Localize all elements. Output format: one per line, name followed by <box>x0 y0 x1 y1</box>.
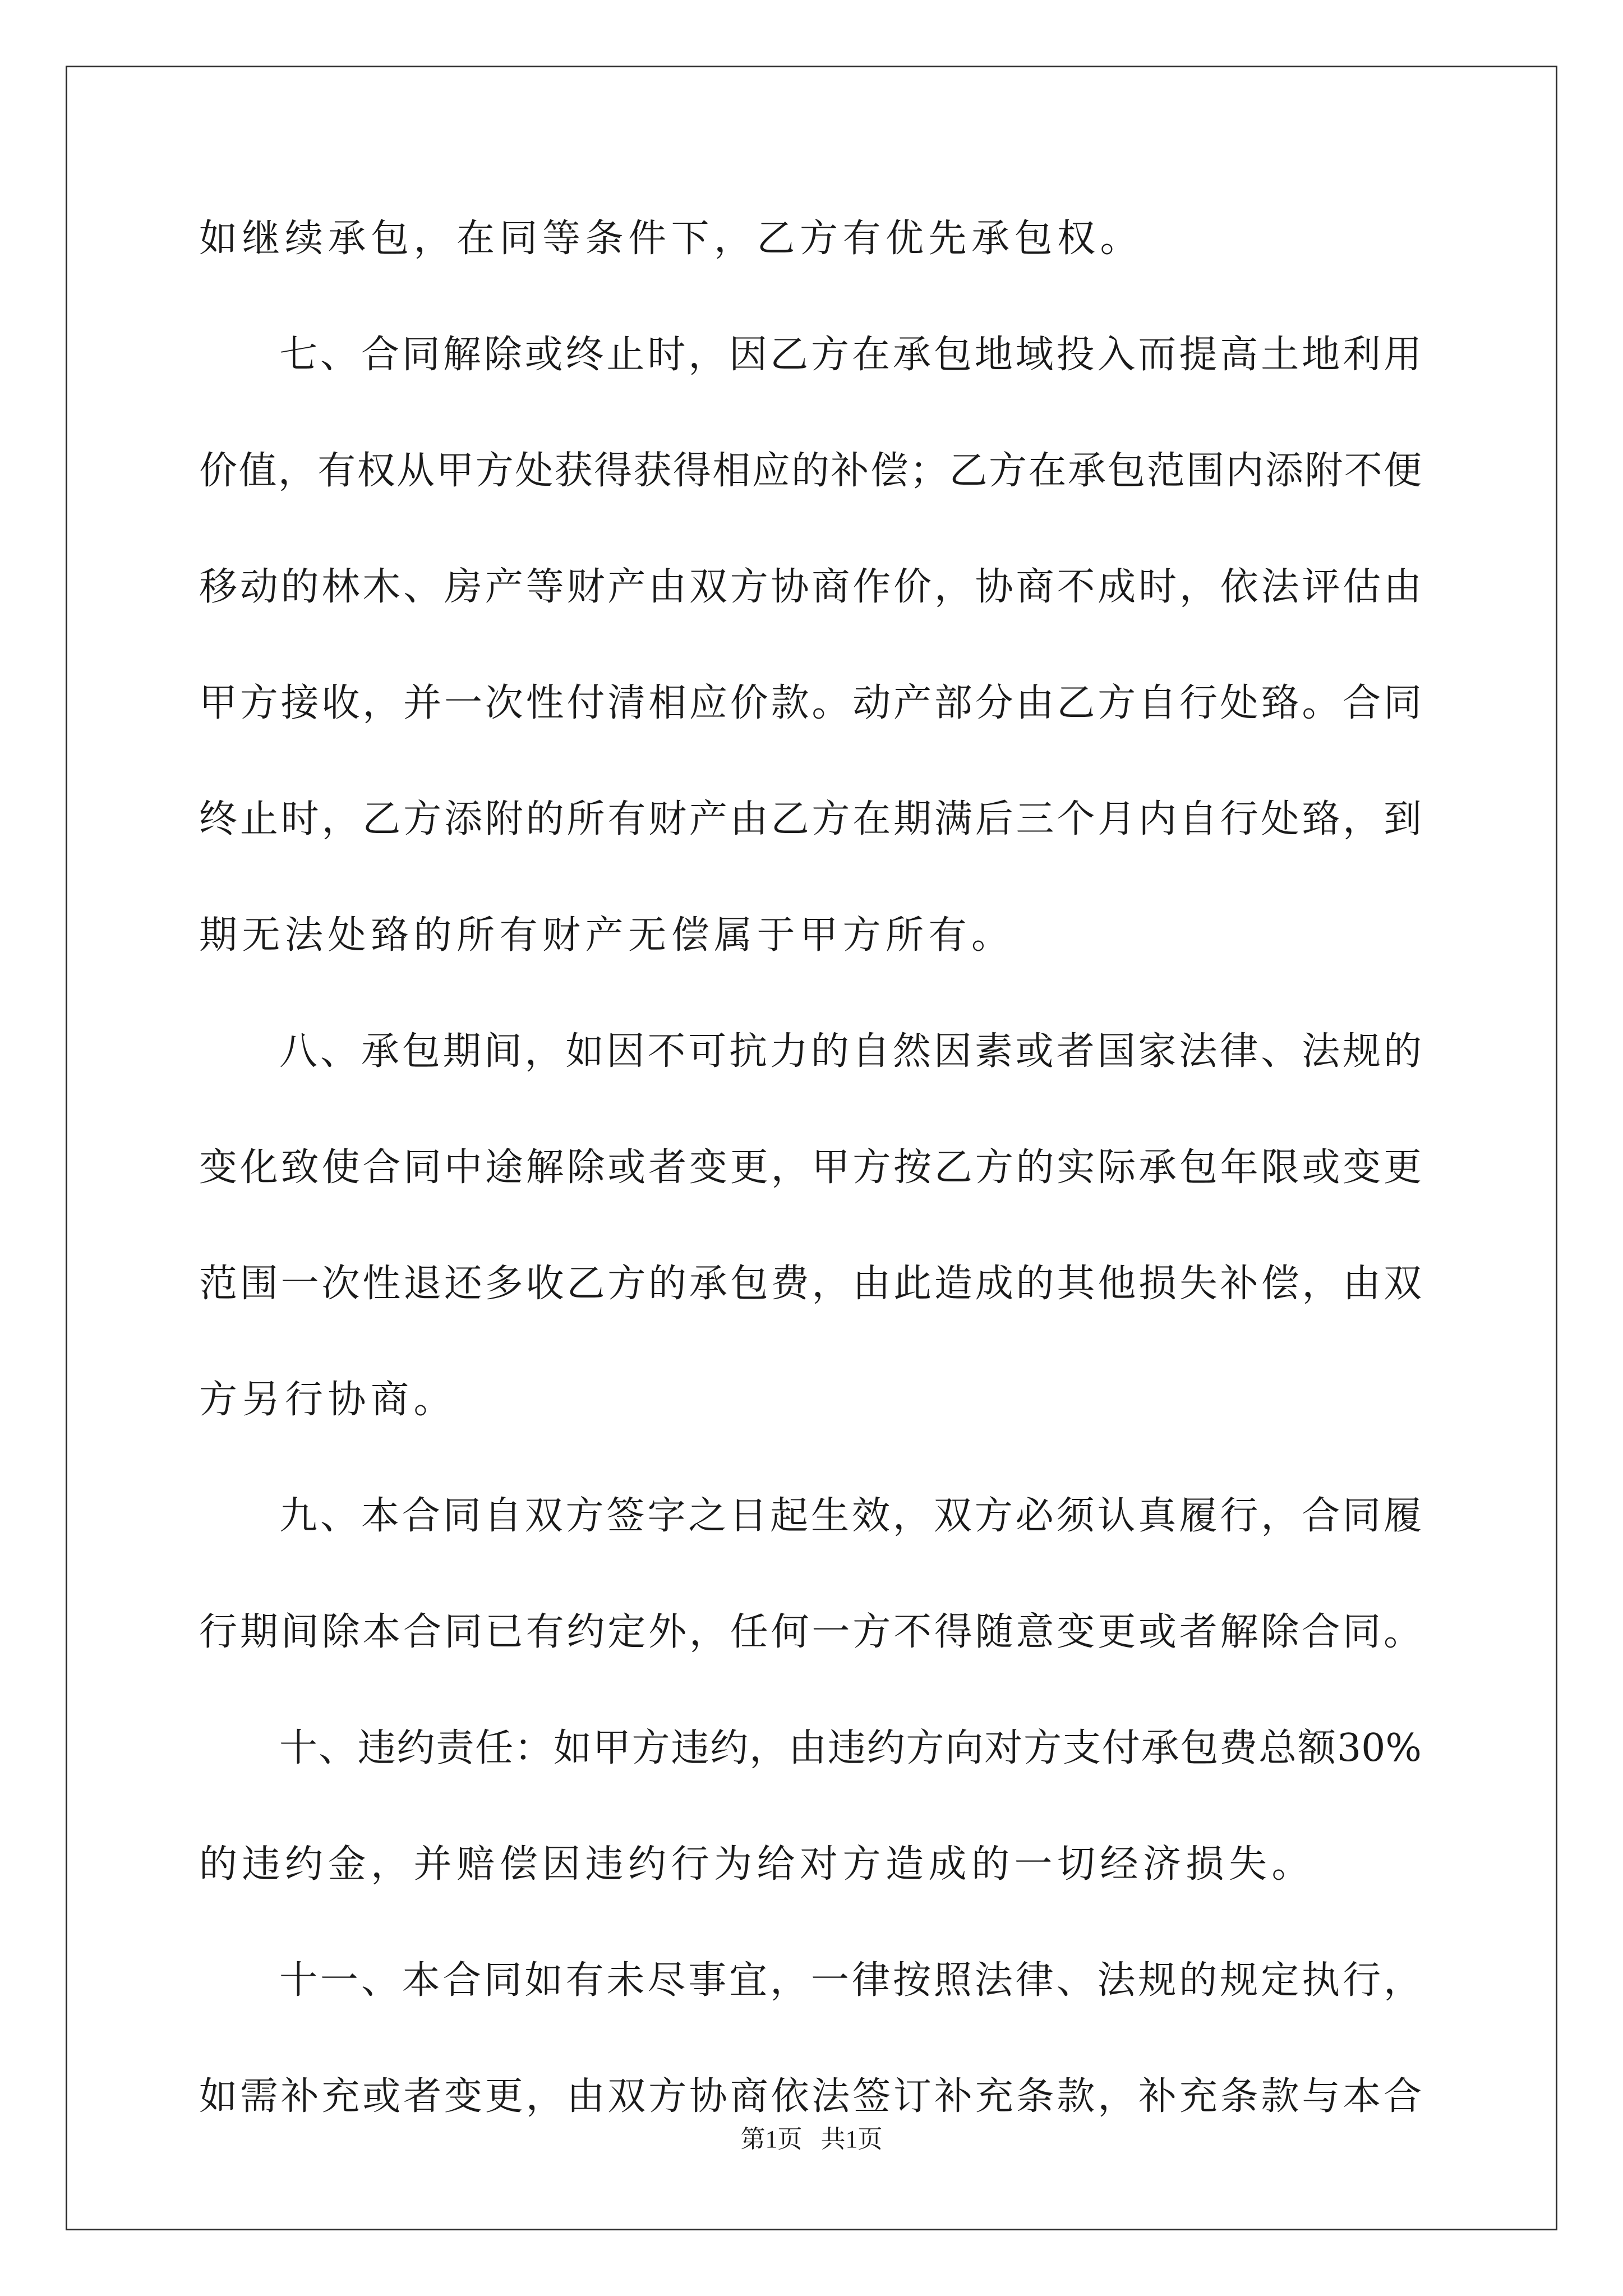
text-line: 如需补充或者变更，由双方协商依法签订补充条款，补充条款与本合 <box>199 2074 1422 2119</box>
text-line: 八、承包期间，如因不可抗力的自然因素或者国家法律、法规的 <box>279 1029 1422 1074</box>
text-line: 范围一次性退还多收乙方的承包费，由此造成的其他损失补偿，由双 <box>199 1262 1422 1306</box>
text-line: 七、合同解除或终止时，因乙方在承包地域投入而提高土地利用 <box>279 333 1422 377</box>
text-line: 价值，有权从甲方处获得获得相应的补偿；乙方在承包范围内添附不便 <box>199 449 1422 493</box>
text-line: 变化致使合同中途解除或者变更，甲方按乙方的实际承包年限或变更 <box>199 1145 1422 1190</box>
text-line: 期无法处臵的所有财产无偿属于甲方所有。 <box>199 913 1015 958</box>
text-line: 十一、本合同如有未尽事宜，一律按照法律、法规的规定执行， <box>279 1958 1422 2003</box>
text-line: 甲方接收，并一次性付清相应价款。动产部分由乙方自行处臵。合同 <box>199 681 1422 725</box>
page-footer: 第1页 共1页 <box>740 2125 883 2153</box>
text-line: 的违约金，并赔偿因违约行为给对方造成的一切经济损失。 <box>199 1842 1315 1887</box>
text-line: 终止时，乙方添附的所有财产由乙方在期满后三个月内自行处臵，到 <box>199 797 1422 841</box>
text-line: 九、本合同自双方签字之日起生效，双方必须认真履行，合同履 <box>279 1494 1422 1538</box>
text-line: 行期间除本合同已有约定外，任何一方不得随意变更或者解除合同。 <box>199 1610 1422 1654</box>
text-line: 十、违约责任：如甲方违约，由违约方向对方支付承包费总额30% <box>279 1726 1422 1770</box>
text-line: 移动的林木、房产等财产由双方协商作价，协商不成时，依法评估由 <box>199 565 1422 609</box>
text-line: 如继续承包，在同等条件下，乙方有优先承包权。 <box>199 217 1144 261</box>
text-line: 方另行协商。 <box>199 1378 457 1422</box>
